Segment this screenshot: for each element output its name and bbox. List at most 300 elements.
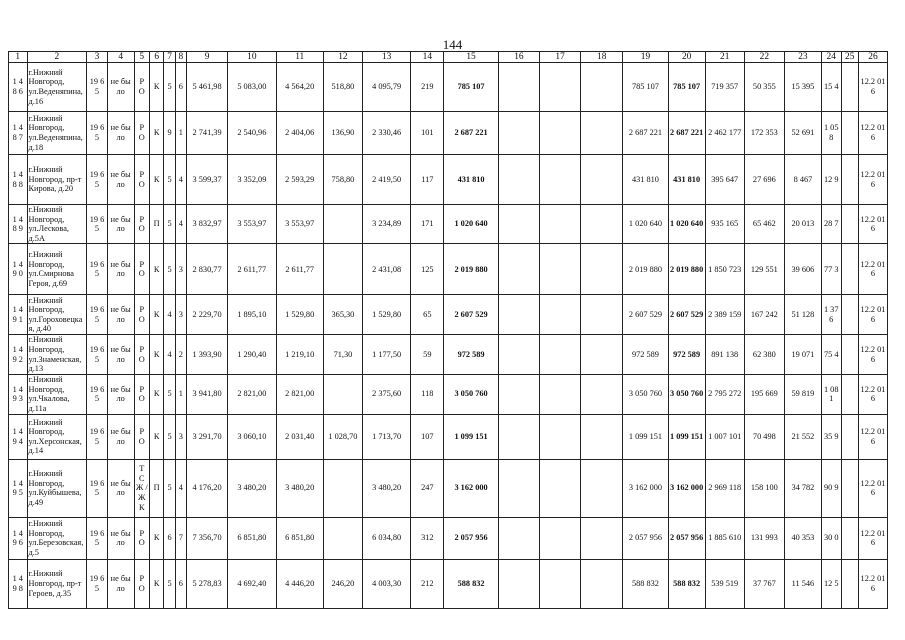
table-cell: г.Нижний Новгород, ул.Гороховецкая, д.40 [27,295,87,335]
table-cell: 1 4 9 8 [9,559,28,608]
table-cell: 5 [164,374,175,414]
column-header: 26 [858,52,887,63]
table-cell: 395 647 [705,155,744,205]
table-cell: Р О [134,295,149,335]
table-cell: 1 4 9 2 [9,335,28,374]
table-cell: К [149,112,163,155]
table-cell: 129 551 [744,244,784,295]
table-cell: 62 380 [744,335,784,374]
table-cell [498,155,539,205]
table-cell: 136,90 [323,112,362,155]
table-cell: 35 9 [821,414,841,459]
table-cell: 3 480,20 [276,459,323,517]
table-row [9,205,888,244]
table-cell: К [149,63,163,112]
table-row [9,517,888,559]
table-row [9,335,888,374]
table-cell: К [149,244,163,295]
table-cell: 12.2 016 [858,155,887,205]
table-cell: 2 019 880 [444,244,499,295]
table-cell: 1 290,40 [228,335,276,374]
table-cell: 172 353 [744,112,784,155]
table-cell: К [149,559,163,608]
table-cell: 19 65 [87,155,108,205]
table-cell: 1 4 8 9 [9,205,28,244]
table-cell: 12.2 016 [858,414,887,459]
table-cell: 12.2 016 [858,459,887,517]
table-cell: 3 832,97 [187,205,228,244]
table-cell: 50 355 [744,63,784,112]
table-cell: 15 395 [784,63,821,112]
table-cell: 5 [164,459,175,517]
table-cell: 71,30 [323,335,362,374]
table-cell: К [149,155,163,205]
column-header: 25 [841,52,858,63]
table-cell: г.Нижний Новгород, ул.Веденяпина, д.18 [27,112,87,155]
table-cell: 19 071 [784,335,821,374]
table-cell: К [149,517,163,559]
column-header: 7 [164,52,175,63]
table-cell [323,374,362,414]
column-header: 9 [187,52,228,63]
table-cell: 118 [411,374,444,414]
table-row [9,112,888,155]
table-cell: 167 242 [744,295,784,335]
table-cell: П [149,205,163,244]
table-row [9,295,888,335]
table-cell [841,205,858,244]
table-cell: г.Нижний Новгород, ул.Лескова, д.5А [27,205,87,244]
table-cell: 3 352,09 [228,155,276,205]
table-cell: 2 607 529 [444,295,499,335]
column-header: 20 [668,52,705,63]
column-header: 3 [87,52,108,63]
table-cell [539,244,580,295]
table-cell: 1 393,90 [187,335,228,374]
table-cell: 2 019 880 [623,244,668,295]
table-cell: 3 234,89 [362,205,410,244]
table-cell: 5 [164,244,175,295]
table-cell: 6 [164,517,175,559]
table-cell: 1 4 8 7 [9,112,28,155]
table-cell: 212 [411,559,444,608]
table-cell [581,295,623,335]
table-cell: Р О [134,244,149,295]
table-cell: 1 05 8 [821,112,841,155]
table-cell [498,559,539,608]
header-row [9,52,888,63]
table-cell: 19 65 [87,335,108,374]
table-cell: 312 [411,517,444,559]
table-cell: 12.2 016 [858,374,887,414]
table-cell: 37 767 [744,559,784,608]
table-cell: 4 095,79 [362,63,410,112]
table-cell: 2 057 956 [444,517,499,559]
table-cell: 1 219,10 [276,335,323,374]
table-cell: 1 4 9 6 [9,517,28,559]
table-cell: 785 107 [668,63,705,112]
table-cell: 1 020 640 [444,205,499,244]
table-cell: 51 128 [784,295,821,335]
table-cell: 5 [164,205,175,244]
column-header: 18 [581,52,623,63]
table-cell: 12 5 [821,559,841,608]
table-cell: 4 [175,155,186,205]
table-cell: 107 [411,414,444,459]
table-cell [498,244,539,295]
table-cell: 4 692,40 [228,559,276,608]
column-header: 16 [498,52,539,63]
table-cell: 4 [175,459,186,517]
table-cell [539,517,580,559]
table-cell [581,205,623,244]
table-cell: не было [107,374,134,414]
table-cell: 19 65 [87,517,108,559]
table-cell: 19 65 [87,459,108,517]
table-cell: 1 020 640 [623,205,668,244]
table-cell: 2 057 956 [623,517,668,559]
table-cell: 3 480,20 [228,459,276,517]
table-row [9,244,888,295]
table-cell: 2 821,00 [228,374,276,414]
table-cell: 117 [411,155,444,205]
table-cell: г.Нижний Новгород, ул.Чкалова, д.11а [27,374,87,414]
table-cell: 539 519 [705,559,744,608]
table-cell: 4 003,30 [362,559,410,608]
table-cell: 4 564,20 [276,63,323,112]
table-cell: 1 [175,374,186,414]
table-cell [581,459,623,517]
table-cell: 4 176,20 [187,459,228,517]
table-cell [581,414,623,459]
table-cell [581,244,623,295]
table-cell: 1 850 723 [705,244,744,295]
table-cell [539,459,580,517]
table-cell: 1 020 640 [668,205,705,244]
table-cell: не было [107,559,134,608]
table-cell: 1 4 9 1 [9,295,28,335]
column-header: 8 [175,52,186,63]
table-cell: 12.2 016 [858,517,887,559]
table-cell: 785 107 [444,63,499,112]
table-cell: 19 65 [87,112,108,155]
table-cell: 158 100 [744,459,784,517]
table-cell: 12.2 016 [858,244,887,295]
table-cell: 1 177,50 [362,335,410,374]
table-cell: 6 [175,63,186,112]
table-cell: К [149,295,163,335]
table-cell: 8 467 [784,155,821,205]
column-header: 11 [276,52,323,63]
table-cell: 4 [164,295,175,335]
table-cell [498,374,539,414]
table-cell: 219 [411,63,444,112]
table-cell [539,155,580,205]
table-cell: г.Нижний Новгород, ул.Смирнова Героя, д.69 [27,244,87,295]
table-cell: 365,30 [323,295,362,335]
table-cell [841,374,858,414]
table-cell: не было [107,112,134,155]
table-cell: 101 [411,112,444,155]
column-header: 14 [411,52,444,63]
table-row [9,414,888,459]
table-cell: 27 696 [744,155,784,205]
table-cell: 785 107 [623,63,668,112]
table-cell: 2 419,50 [362,155,410,205]
table-cell: г.Нижний Новгород, ул.Херсонская, д.14 [27,414,87,459]
table-cell [498,295,539,335]
table-cell: 2 431,08 [362,244,410,295]
table-cell: 52 691 [784,112,821,155]
table-cell: не было [107,244,134,295]
page-number: 144 [442,37,463,52]
table-cell: Т С Ж / Ж К [134,459,149,517]
table-cell: 9 [164,112,175,155]
table-cell: 2 540,96 [228,112,276,155]
table-cell: Р О [134,112,149,155]
table-cell: 431 810 [668,155,705,205]
table-cell: 2 229,70 [187,295,228,335]
table-cell: 1 713,70 [362,414,410,459]
column-header: 1 [9,52,28,63]
table-cell: 3 291,70 [187,414,228,459]
table-cell: 2 593,29 [276,155,323,205]
table-cell: Р О [134,559,149,608]
table-cell: 588 832 [623,559,668,608]
table-cell: 195 669 [744,374,784,414]
table-cell: 4 [175,205,186,244]
table-cell: 4 [164,335,175,374]
table-cell: 11 546 [784,559,821,608]
table-cell: 4 446,20 [276,559,323,608]
table-row [9,559,888,608]
table-cell: 1 4 9 5 [9,459,28,517]
table-cell [323,459,362,517]
table-cell: 3 050 760 [444,374,499,414]
table-cell: 1 099 151 [668,414,705,459]
table-cell: 2 611,77 [228,244,276,295]
table-cell: 1 4 8 6 [9,63,28,112]
table-cell: г.Нижний Новгород, ул.Веденяпина, д.16 [27,63,87,112]
table-cell [581,63,623,112]
table-cell: 7 [175,517,186,559]
table-cell: 19 65 [87,295,108,335]
table-cell: 1 4 9 0 [9,244,28,295]
column-header: 17 [539,52,580,63]
table-cell: 59 [411,335,444,374]
table-cell [539,414,580,459]
table-cell [498,205,539,244]
table-cell: 3 [175,295,186,335]
column-header: 6 [149,52,163,63]
table-cell: 19 65 [87,244,108,295]
table-cell [841,559,858,608]
table-cell: 125 [411,244,444,295]
table-cell: 19 65 [87,374,108,414]
table-cell: 59 819 [784,374,821,414]
table-cell [498,112,539,155]
table-cell: 972 589 [444,335,499,374]
table-cell: 2 607 529 [668,295,705,335]
table-cell [841,459,858,517]
table-cell: 3 941,80 [187,374,228,414]
table-cell: г.Нижний Новгород, ул.Березовская, д.5 [27,517,87,559]
table-cell: 40 353 [784,517,821,559]
table-cell [581,517,623,559]
table-cell: 131 993 [744,517,784,559]
table-cell: Р О [134,335,149,374]
data-table [8,51,888,609]
column-header: 12 [323,52,362,63]
table-cell: 2 [175,335,186,374]
table-cell: 2 969 118 [705,459,744,517]
table-cell: К [149,414,163,459]
table-cell: 3 480,20 [362,459,410,517]
table-cell: г.Нижний Новгород, ул.Знаменская, д.13 [27,335,87,374]
table-cell: 972 589 [623,335,668,374]
table-cell: 935 165 [705,205,744,244]
table-cell: 2 375,60 [362,374,410,414]
table-cell: 1 529,80 [276,295,323,335]
table-cell: 2 821,00 [276,374,323,414]
table-cell: 3 050 760 [668,374,705,414]
table-cell: 15 4 [821,63,841,112]
table-cell: 3 162 000 [623,459,668,517]
table-cell: 1 37 6 [821,295,841,335]
table-cell: Р О [134,517,149,559]
table-cell: г.Нижний Новгород, пр-т Героев, д.35 [27,559,87,608]
column-header: 24 [821,52,841,63]
table-cell: 2 404,06 [276,112,323,155]
table-cell: 19 65 [87,559,108,608]
table-cell [498,63,539,112]
table-cell: 1 099 151 [444,414,499,459]
table-cell: 3 599,37 [187,155,228,205]
column-header: 21 [705,52,744,63]
table-cell: 5 461,98 [187,63,228,112]
table-cell: 1 028,70 [323,414,362,459]
table-cell: не было [107,63,134,112]
table-cell [841,295,858,335]
table-cell: 90 9 [821,459,841,517]
table-cell: 3 553,97 [228,205,276,244]
table-cell: 39 606 [784,244,821,295]
table-row [9,459,888,517]
table-cell: 2 795 272 [705,374,744,414]
table-cell: не было [107,414,134,459]
table-cell: 2 687 221 [623,112,668,155]
table-cell: 431 810 [623,155,668,205]
table-cell: 2 462 177 [705,112,744,155]
table-cell [323,244,362,295]
table-cell: 1 4 8 8 [9,155,28,205]
table-cell [498,459,539,517]
column-header: 2 [27,52,87,63]
table-cell: 2 389 159 [705,295,744,335]
table-cell [539,374,580,414]
table-cell: К [149,335,163,374]
table-cell [539,295,580,335]
table-cell: 12.2 016 [858,335,887,374]
table-cell: 34 782 [784,459,821,517]
table-cell: 518,80 [323,63,362,112]
table-cell: 2 611,77 [276,244,323,295]
table-cell: не было [107,335,134,374]
table-cell: 758,80 [323,155,362,205]
table-cell: 1 895,10 [228,295,276,335]
table-cell: 5 [164,155,175,205]
table-cell: 70 498 [744,414,784,459]
column-header: 22 [744,52,784,63]
table-cell: 1 4 9 3 [9,374,28,414]
table-cell [581,374,623,414]
table-cell: 3 [175,244,186,295]
table-cell: не было [107,517,134,559]
table-cell: 19 65 [87,205,108,244]
table-cell: 2 330,46 [362,112,410,155]
table-cell: Р О [134,414,149,459]
table-cell: 1 099 151 [623,414,668,459]
table-cell: 246,20 [323,559,362,608]
table-cell: 21 552 [784,414,821,459]
table-cell: 1 4 9 4 [9,414,28,459]
table-cell: не было [107,459,134,517]
table-cell: 2 019 880 [668,244,705,295]
table-cell: 3 553,97 [276,205,323,244]
table-cell: 3 060,10 [228,414,276,459]
table-cell [841,63,858,112]
table-cell: 1 007 101 [705,414,744,459]
table-cell: 1 [175,112,186,155]
table-cell: Р О [134,63,149,112]
table-cell: не было [107,205,134,244]
table-cell: 5 [164,63,175,112]
table-cell [498,414,539,459]
table-row [9,63,888,112]
column-header: 23 [784,52,821,63]
table-cell [581,155,623,205]
table-cell: 5 [164,414,175,459]
table-cell: 75 4 [821,335,841,374]
table-cell: г.Нижний Новгород, ул.Куйбышева, д.49 [27,459,87,517]
column-header: 19 [623,52,668,63]
table-cell: 12.2 016 [858,559,887,608]
table-cell: 588 832 [444,559,499,608]
table-cell: 719 357 [705,63,744,112]
table-cell [539,559,580,608]
table-cell: 171 [411,205,444,244]
table-cell: 28 7 [821,205,841,244]
table-cell: 1 08 1 [821,374,841,414]
table-cell: 2 687 221 [668,112,705,155]
table-cell: 247 [411,459,444,517]
table-cell: 65 462 [744,205,784,244]
table-cell [841,244,858,295]
table-cell [498,335,539,374]
table-cell: 588 832 [668,559,705,608]
table-cell: Р О [134,205,149,244]
table-row [9,374,888,414]
table-cell: г.Нижний Новгород, пр-т Кирова, д.20 [27,155,87,205]
table-cell [539,205,580,244]
table-cell: 6 [175,559,186,608]
table-cell: 891 138 [705,335,744,374]
table-cell [841,335,858,374]
table-cell [841,112,858,155]
table-cell: 972 589 [668,335,705,374]
table-cell: 30 0 [821,517,841,559]
table-row [9,155,888,205]
